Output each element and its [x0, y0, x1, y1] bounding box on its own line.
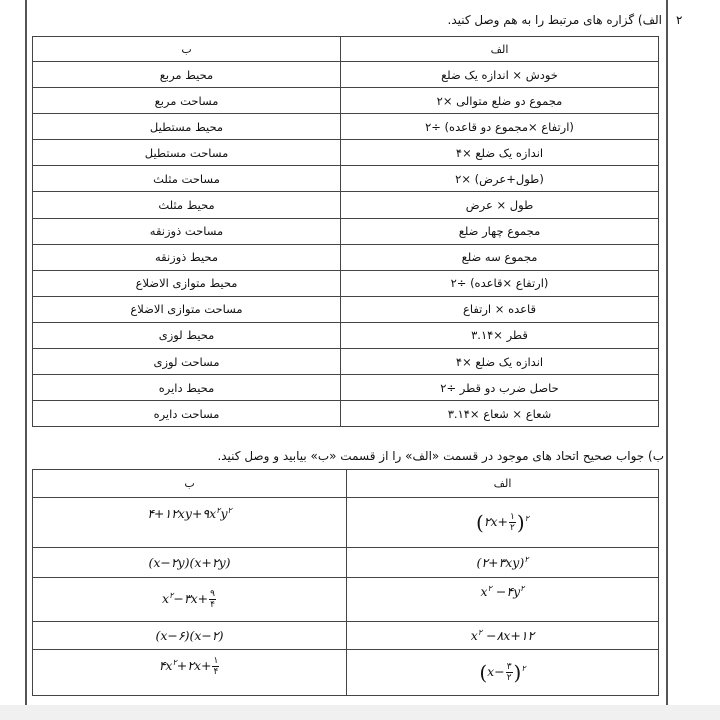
table-row — [33, 401, 659, 427]
cell-b: مساحت مثلث — [33, 166, 341, 192]
cell-b — [33, 650, 347, 696]
cell-alef: قاعده × ارتفاع — [341, 296, 659, 322]
cell-b: محیط متوازی الاضلاع — [33, 270, 341, 296]
table-row — [33, 498, 659, 548]
table-row — [33, 218, 659, 244]
cell-alef: مجموع چهار ضلع — [341, 218, 659, 244]
right-margin-line — [666, 0, 668, 705]
cell-alef: خودش × اندازه یک ضلع — [341, 62, 659, 88]
part-b-instruction: ب) جواب صحیح اتحاد های موجود در قسمت «الف» را از قسمت «ب» بیابید و وصل کنید. — [217, 449, 664, 463]
cell-alef — [347, 622, 659, 650]
table-row — [33, 88, 659, 114]
expression: (۲+۳xy)$^۲$ — [476, 554, 529, 571]
table-row — [33, 140, 659, 166]
cell-b — [33, 622, 347, 650]
cell-b: محیط دایره — [33, 375, 341, 401]
cell-alef — [347, 498, 659, 548]
table-row — [33, 244, 659, 270]
table-row — [33, 349, 659, 375]
expression: (x−۶)(x−۲) — [155, 628, 224, 643]
cell-alef: اندازه یک ضلع ×۴ — [341, 349, 659, 375]
expression: (x−۲y)(x+۲y) — [148, 555, 231, 570]
cell-b: محیط ذوزنقه — [33, 244, 341, 270]
header-b: ب — [33, 470, 347, 498]
matching-table-a — [32, 36, 659, 427]
cell-alef — [347, 650, 659, 696]
table-row — [33, 62, 659, 88]
header-b: ب — [33, 37, 341, 62]
table-row — [33, 192, 659, 218]
expression: $۴x^۲+۲x+$ $\frac{۱}{۴}$ — [158, 656, 219, 677]
expression: (۲x+ $\frac{۱}{۲}$ )$^۲$ — [475, 510, 529, 535]
bottom-edge — [0, 705, 720, 720]
cell-alef: (ارتفاع ×مجموع دو قاعده) ÷۲ — [341, 114, 659, 140]
expression: $x^۲$ $-۴y^۲$ — [480, 584, 525, 600]
matching-table-b — [32, 469, 659, 696]
cell-b: مساحت دایره — [33, 401, 341, 427]
cell-b: مساحت مربع — [33, 88, 341, 114]
table-row — [33, 578, 659, 622]
table-row — [33, 296, 659, 322]
header-alef: الف — [347, 470, 659, 498]
table-row — [33, 322, 659, 348]
cell-alef: مجموع سه ضلع — [341, 244, 659, 270]
cell-alef: اندازه یک ضلع ×۴ — [341, 140, 659, 166]
cell-b — [33, 548, 347, 578]
table-row — [33, 548, 659, 578]
left-margin-line — [25, 0, 27, 705]
cell-b: مساحت مستطیل — [33, 140, 341, 166]
cell-b — [33, 578, 347, 622]
cell-b: محیط مربع — [33, 62, 341, 88]
cell-alef: حاصل ضرب دو قطر ÷۲ — [341, 375, 659, 401]
cell-b: مساحت متوازی الاضلاع — [33, 296, 341, 322]
expression: $۴+۱۲xy+۹x^۲y^۲$ — [147, 506, 232, 522]
cell-alef: مجموع دو ضلع متوالی ×۲ — [341, 88, 659, 114]
table-row — [33, 375, 659, 401]
header-alef: الف — [341, 37, 659, 62]
table-row — [33, 166, 659, 192]
cell-b: محیط مثلث — [33, 192, 341, 218]
cell-alef: (ارتفاع ×قاعده) ÷۲ — [341, 270, 659, 296]
cell-alef — [347, 578, 659, 622]
table-row — [33, 114, 659, 140]
table-header-row — [33, 470, 659, 498]
expression: $x^۲$ −۸x+۱۲ — [470, 627, 535, 644]
cell-alef: طول × عرض — [341, 192, 659, 218]
cell-alef: شعاع × شعاع ×۳.۱۴ — [341, 401, 659, 427]
table-row — [33, 270, 659, 296]
part-a-instruction: الف) گزاره های مرتبط را به هم وصل کنید. — [447, 13, 662, 27]
cell-b: مساحت لوزی — [33, 349, 341, 375]
question-number: ۲ — [676, 13, 683, 27]
cell-b — [33, 498, 347, 548]
cell-alef — [347, 548, 659, 578]
expression: (x− $\frac{۳}{۲}$ )$^۲$ — [479, 660, 526, 685]
cell-b: محیط مستطیل — [33, 114, 341, 140]
cell-alef: (طول+عرض) ×۲ — [341, 166, 659, 192]
cell-alef: قطر ×۳.۱۴ — [341, 322, 659, 348]
expression: $x^۲-۳x+$ $\frac{۹}{۴}$ — [162, 589, 215, 610]
table-row — [33, 650, 659, 696]
cell-b: مساحت ذوزنقه — [33, 218, 341, 244]
table-header-row — [33, 37, 659, 62]
table-row — [33, 622, 659, 650]
cell-b: محیط لوزی — [33, 322, 341, 348]
